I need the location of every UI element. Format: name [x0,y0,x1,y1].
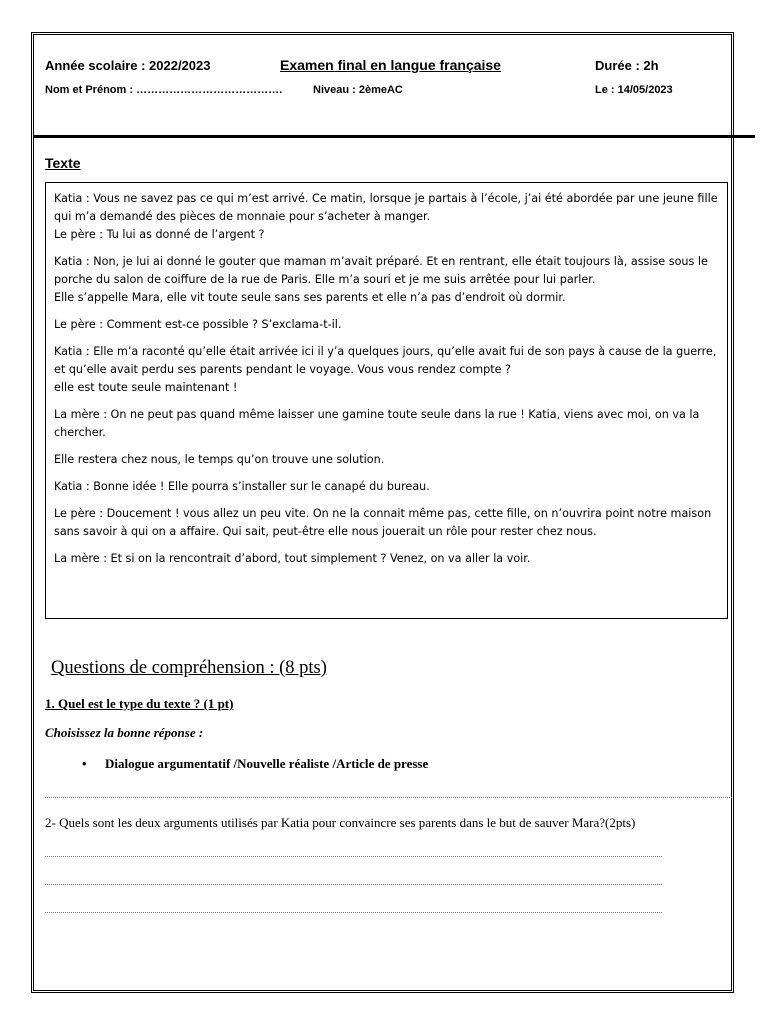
paragraph: Katia : Non, je lui ai donné le gouter que maman m’avait préparé. Et en rentrant, elle était toujours là, assise sous le porche du salon de coiffure de la rue de Paris. Elle m’a souri et je me suis arrêtée pour lui parler. Elle s’appelle Mara, elle vit toute seule sans ses parents et elle n’a pas d’endroit où dormir. [54,255,708,304]
text-passage-box [45,182,728,619]
exam-title: Examen final en langue française [280,57,501,73]
paragraph: Le père : Doucement ! vous allez un peu vite. On ne la connait même pas, cette fille, on n’ouvrira point notre maison sans savoir à qui on a affaire. Qui sait, peut-être elle nous jouerait un rôle pour rester chez nous. [54,507,712,538]
duration: Durée : 2h [595,58,659,73]
question-1-choices [82,756,428,772]
paragraph: La mère : On ne peut pas quand même laisser une gamine toute seule dans la rue ! Katia, viens avec moi, on va la chercher. [54,408,700,439]
questions-heading: Questions de compréhension : (8 pts) [51,658,327,678]
bullet-icon: • [82,756,87,771]
paragraph: Katia : Elle m’a raconté qu’elle était arrivée ici il y’a quelques jours, qu’elle avait fui de son pays à cause de la guerre, et qu’elle avait perdu ses parents pendant le voyage. Vous vous rendez compte ? elle est toute seule maintenant ! [54,345,717,394]
texte-heading: Texte [45,155,81,171]
paragraph: Katia : Vous ne savez pas ce qui m’est arrivé. Ce matin, lorsque je partais à l’école, j’ai été abordée par une jeune fille qui m’a demandé des pièces de monnaie pour s’acheter à manger. Le père : Tu lui as donné de l’argent ? [54,192,718,241]
exam-date: Le : 14/05/2023 [595,84,673,96]
answer-line[interactable] [45,797,732,799]
question-1-label: 1. Quel est le type du texte ? (1 pt) [45,696,234,711]
level: Niveau : 2èmeAC [313,84,403,96]
answer-line[interactable] [45,884,662,886]
school-year: Année scolaire : 2022/2023 [45,58,211,73]
question-1-instruction: Choisissez la bonne réponse : [45,725,204,740]
name-field: Nom et Prénom : …………………………………. [45,84,283,96]
answer-line[interactable] [45,912,662,914]
question-2-label: 2- Quels sont les deux arguments utilisés par Katia pour convaincre ses parents dans le but de sauver Mara?(2pts) [45,815,636,830]
paragraph: Katia : Bonne idée ! Elle pourra s’installer sur le canapé du bureau. [54,480,430,493]
paragraph: Le père : Comment est-ce possible ? S’exclama-t-il. [54,318,342,331]
paragraph: Elle restera chez nous, le temps qu’on trouve une solution. [54,453,385,466]
answer-line[interactable] [45,856,662,858]
choice-options: Dialogue argumentatif /Nouvelle réaliste /Article de presse [105,756,429,771]
header-divider [33,135,755,138]
paragraph: La mère : Et si on la rencontrait d’abord, tout simplement ? Venez, on va aller la voir. [54,552,531,565]
